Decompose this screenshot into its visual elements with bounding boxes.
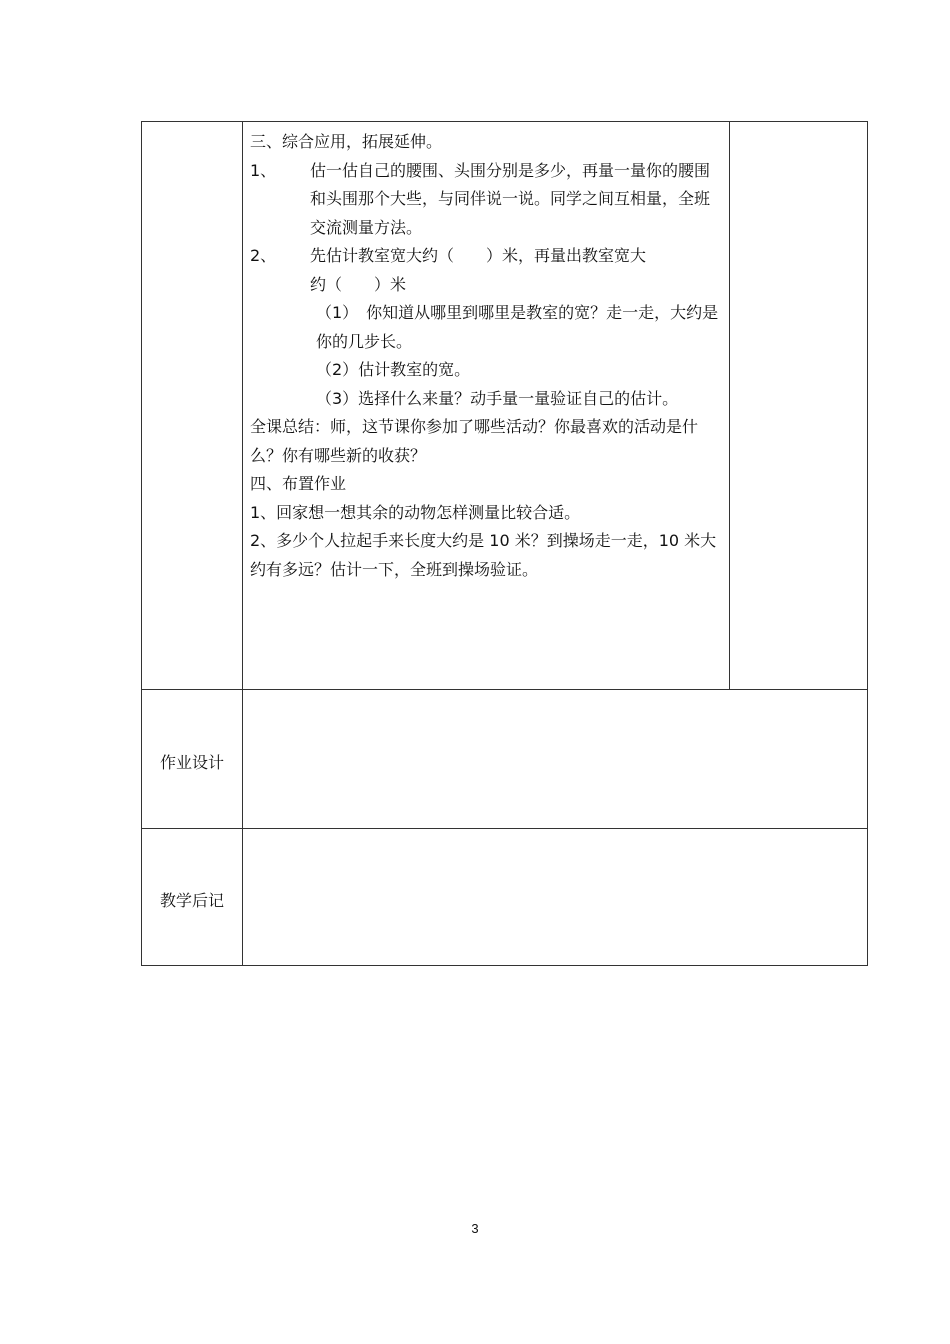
item-1 — [250, 157, 725, 243]
column-divider-left — [242, 121, 243, 966]
lesson-summary: 全课总结：师，这节课你参加了哪些活动？你最喜欢的活动是什么？你有哪些新的收获？ — [250, 417, 699, 465]
item-1-text: 估一估自己的腰围、头围分别是多少，再量一量你的腰围和头围那个大些，与同伴说一说。同学之间互相量，全班交流测量方法。 — [310, 160, 711, 237]
item-2-line-1: 先估计教室宽大约（ ）米，再量出教室宽大 — [310, 246, 647, 265]
homework-design-label: 作业设计 — [159, 753, 224, 772]
sub-item-1: （1） 你知道从哪里到哪里是教室的宽？走一走，大约是你的几步长。 — [316, 303, 719, 351]
teaching-notes-label: 教学后记 — [159, 891, 224, 910]
lesson-content-cell — [250, 128, 725, 584]
column-divider-right — [729, 121, 730, 690]
sub-item-3: （3）选择什么来量？动手量一量验证自己的估计。 — [316, 388, 679, 408]
item-1-number: 1、 — [250, 160, 277, 180]
page-number: 3 — [471, 1221, 479, 1236]
section4-title: 四、布置作业 — [250, 474, 347, 493]
item-2 — [250, 242, 725, 271]
item-2-number: 2、 — [250, 246, 277, 265]
row-divider-1 — [141, 689, 868, 690]
item-2-line-2: 约（ ）米 — [310, 274, 407, 294]
row-divider-2 — [141, 828, 868, 829]
sub-item-2: （2）估计教室的宽。 — [316, 360, 471, 379]
homework-item-1: 1、回家想一想其余的动物怎样测量比较合适。 — [250, 502, 581, 522]
section3-title: 三、综合应用，拓展延伸。 — [250, 132, 443, 151]
homework-item-2: 2、多少个人拉起手来长度大约是 10 米？到操场走一走，10 米大约有多远？估计一下，全班到操场验证。 — [250, 531, 717, 579]
